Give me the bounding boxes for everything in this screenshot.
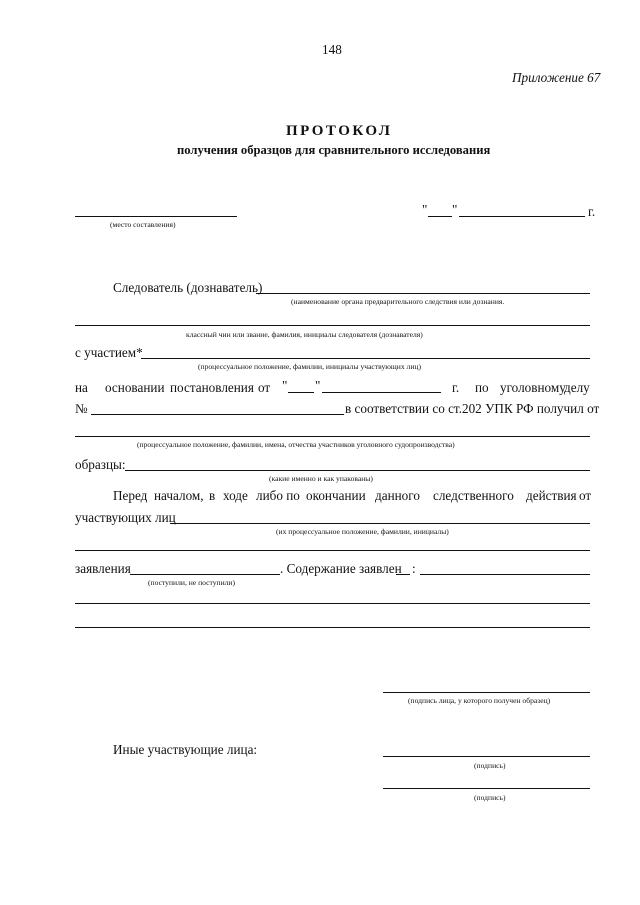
samples-line[interactable] [125,470,590,471]
page-number: 148 [322,42,342,57]
participation-line[interactable] [141,358,590,359]
investigator-line[interactable] [256,293,590,294]
resolution-article-text: в соответствии со ст.202 УПК РФ получил от [345,401,600,416]
resolution-quote-close: " [315,378,321,393]
samples-label: образцы: [75,457,126,472]
resolution-month-line[interactable] [322,392,441,393]
resolution-word-ot: от [258,380,271,395]
before-word-6: окончании [306,488,366,503]
before-word-2: началом, [154,488,204,503]
place-caption: (место составления) [110,220,176,229]
participants-caption: (процессуальное положение, фамилии, имена, отчества участников уголовного судопроизводства) [137,440,455,449]
case-number-sign: № [75,401,88,416]
other-signature-caption-2: (подпись) [474,793,506,802]
document-title: ПРОТОКОЛ [286,123,393,139]
before-word-8: следственного [433,488,514,503]
participants-extra-line[interactable] [75,550,590,551]
investigator-agency-caption: (наименование органа предварительного следствия или дознания. [291,297,505,306]
participants-info-caption: (их процессуальное положение, фамилии, инициалы) [276,527,449,536]
appendix-label: Приложение 67 [512,70,601,85]
participation-label: с участием* [75,345,143,360]
before-word-1: Перед [113,488,148,503]
other-signature-line-1[interactable] [383,756,590,757]
statements-text-line-1[interactable] [75,603,590,604]
before-word-5: либо по [256,488,300,503]
case-number-line[interactable] [91,414,344,415]
main-signature-caption: (подпись лица, у которого получен образец) [408,696,551,705]
resolution-word-ugolovnomu: уголовному [500,380,566,395]
statements-line[interactable] [130,574,280,575]
statements-ending-line[interactable] [396,574,410,575]
date-month-line[interactable] [459,216,585,217]
date-quote-open: " [422,202,428,217]
place-line[interactable] [75,216,237,217]
before-word-7: данного [375,488,420,503]
date-quote-close: " [452,202,458,217]
resolution-word-delu: делу [564,380,590,395]
resolution-word-osnovanii: основании [105,380,165,395]
resolution-word-g: г. [452,380,460,395]
statements-content-line[interactable] [420,574,590,575]
other-signature-caption-1: (подпись) [474,761,506,770]
resolution-word-postanovleniya: постановления [170,380,254,395]
participants-label: участвующих лиц [75,510,176,525]
before-word-4: ходе [223,488,248,503]
main-signature-line[interactable] [383,692,590,693]
document-subtitle: получения образцов для сравнительного исследования [177,143,491,157]
statements-text-line-2[interactable] [75,627,590,628]
investigator-rank-caption: классный чин или звание, фамилия, инициалы следователя (дознавателя) [186,330,423,339]
participants-line[interactable] [75,436,590,437]
participants-info-line[interactable] [170,523,590,524]
before-word-10: от [579,488,592,503]
date-day-line[interactable] [428,216,452,217]
resolution-word-na: на [75,380,88,395]
participation-caption: (процессуальное положение, фамилии, инициалы участвующих лиц) [198,362,421,371]
before-word-9: действия [526,488,577,503]
resolution-quote-open: " [282,378,288,393]
statements-colon: : [412,561,416,576]
other-signature-line-2[interactable] [383,788,590,789]
before-word-3: в [209,488,216,503]
investigator-rank-line[interactable] [75,325,590,326]
statements-caption: (поступили, не поступили) [148,578,236,587]
statements-content-label: . Содержание заявлен [280,561,402,576]
samples-caption: (какие именно и как упакованы) [269,474,373,483]
investigator-label: Следователь (дознаватель) [113,280,263,295]
resolution-word-po: по [475,380,489,395]
other-participants-label: Иные участвующие лица: [113,742,258,757]
date-year-suffix: г. [588,204,596,219]
statements-label: заявления [75,561,131,576]
resolution-day-line[interactable] [288,392,314,393]
